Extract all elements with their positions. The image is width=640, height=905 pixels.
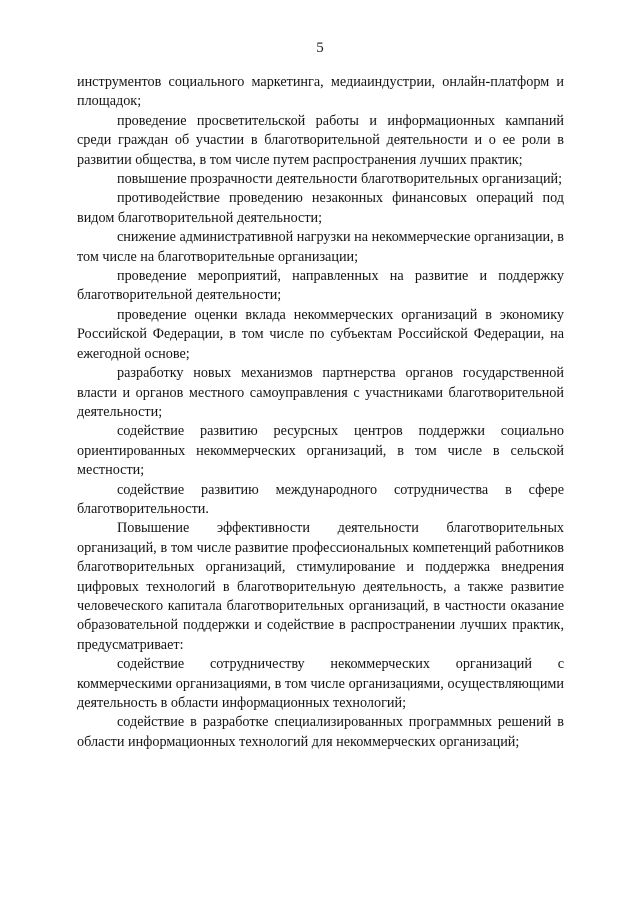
paragraph: повышение прозрачности деятельности благотворительных организаций; bbox=[117, 171, 563, 188]
paragraph: противодействие проведению незаконных финансовых операций под видом благотворительной деятельности; bbox=[77, 190, 564, 226]
paragraph: содействие развитию международного сотрудничества в сфере благотворительности. bbox=[77, 481, 564, 517]
paragraph: проведение просветительской работы и информационных кампаний среди граждан об участии в благотворительной деятельности и о ее роли в развитии общества, в том числе путем распространения лучших практик; bbox=[77, 112, 564, 168]
document-body bbox=[77, 73, 564, 752]
paragraph: снижение административной нагрузки на некоммерческие организации, в том числе на благотворительные организации; bbox=[77, 229, 564, 265]
paragraph: содействие в разработке специализированных программных решений в области информационных технологий для некоммерческих организаций; bbox=[77, 714, 564, 750]
paragraph: инструментов социального маркетинга, медиаиндустрии, онлайн-платформ и площадок; bbox=[77, 74, 564, 110]
paragraph: проведение мероприятий, направленных на развитие и поддержку благотворительной деятельности; bbox=[77, 268, 564, 304]
paragraph: содействие развитию ресурсных центров поддержки социально ориентированных некоммерческих организаций, в том числе в сельской местности; bbox=[77, 423, 564, 479]
paragraph: содействие сотрудничеству некоммерческих организаций с коммерческими организациями, в том числе организациями, осуществляющими деятельность в области информационных технологий; bbox=[77, 656, 564, 711]
paragraph: проведение оценки вклада некоммерческих организаций в экономику Российской Федерации, в том числе по субъектам Российской Федерации, на ежегодной основе; bbox=[77, 306, 564, 362]
page-number: 5 bbox=[316, 40, 324, 56]
paragraph: разработку новых механизмов партнерства органов государственной власти и органов местного самоуправления с участниками благотворительной деятельности; bbox=[77, 365, 564, 420]
paragraph: Повышение эффективности деятельности благотворительных организаций, в том числе развитие профессиональных компетенций работников благотворительных организаций, стимулирование и поддержка внедрения цифровых технологий в благотворительную деятельность, а также развитие человеческого капитала благотворительных организаций, в частности оказание образовательной поддержки и содействие в распространении лучших практик, предусматривает: bbox=[77, 520, 564, 653]
